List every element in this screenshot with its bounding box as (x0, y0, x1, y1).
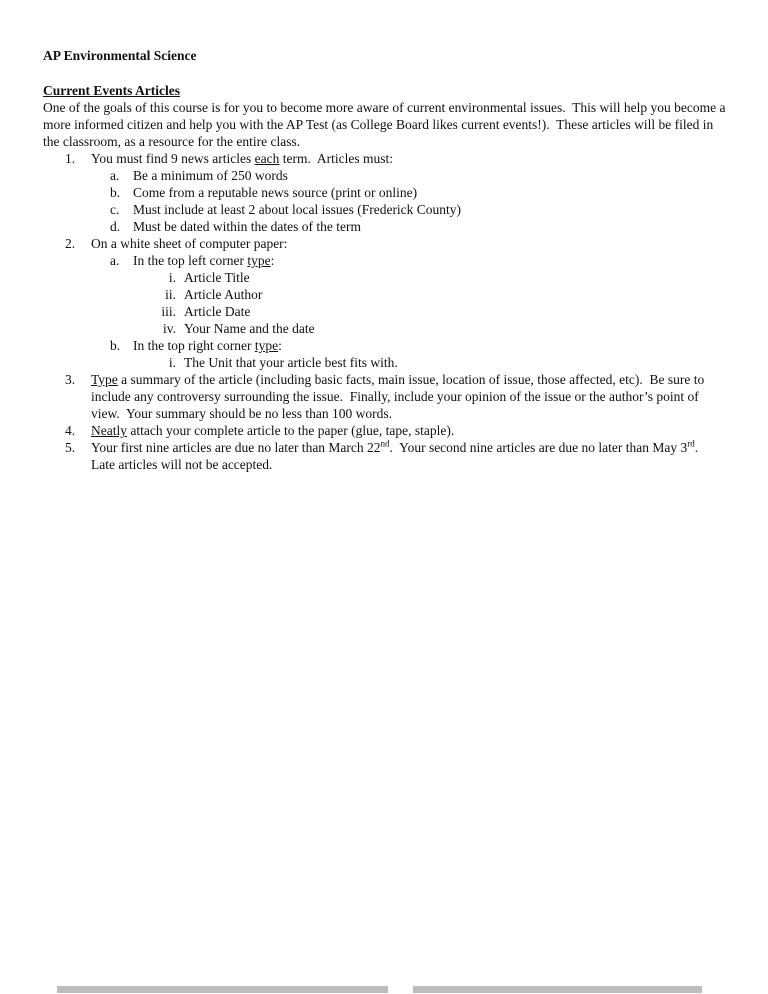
text-segment: term. Articles must: (279, 151, 393, 166)
list-item-text (133, 252, 726, 269)
list-marker: 2. (65, 236, 76, 251)
section-heading: Current Events Articles (43, 83, 180, 98)
list-item-text: Must be dated within the dates of the term (133, 219, 361, 234)
list-marker: a. (110, 168, 120, 183)
list-item-2a-iii (138, 303, 726, 320)
list-marker: 3. (65, 372, 76, 387)
list-marker: d. (110, 219, 121, 234)
list-item-2b (110, 337, 726, 354)
document-title: AP Environmental Science (43, 48, 197, 63)
list-marker: c. (110, 202, 120, 217)
list-item-text (133, 337, 726, 354)
text-segment: . Late articles will not be accepted. (91, 440, 705, 472)
list-item-2b-i (138, 354, 726, 371)
list-marker: iii. (161, 304, 176, 319)
list-marker: iv. (163, 321, 176, 336)
text-segment: In the top right corner (133, 338, 255, 353)
text-segment: : (278, 338, 282, 353)
list-item-text (91, 422, 726, 439)
list-item-text: The Unit that your article best fits with. (184, 355, 398, 370)
list-marker: 5. (65, 440, 76, 455)
footer-bar-right (413, 986, 702, 993)
list-item-1a (110, 167, 726, 184)
list-marker: a. (110, 253, 120, 268)
list-marker: ii. (165, 287, 176, 302)
list-item-text: Come from a reputable news source (print or online) (133, 185, 418, 200)
list-item-1b (110, 184, 726, 201)
list-item-text: Article Author (184, 287, 263, 302)
text-segment-underlined: Type (91, 372, 118, 387)
text-segment: . Your second nine articles are due no later than May 3 (389, 440, 688, 455)
list-item-2a-i (138, 269, 726, 286)
text-segment-underlined: Neatly (91, 423, 127, 438)
list-item-text: Article Title (184, 270, 250, 285)
list-item-2a-ii (138, 286, 726, 303)
ordinal-superscript: rd (687, 438, 695, 449)
list-marker: b. (110, 338, 121, 353)
list-item-1d (110, 218, 726, 235)
list-marker: b. (110, 185, 121, 200)
list-item-text (91, 371, 726, 422)
list-item-1c (110, 201, 726, 218)
list-item-text (91, 150, 726, 167)
text-segment: attach your complete article to the paper (glue, tape, staple). (127, 423, 455, 438)
list-item-text: Must include at least 2 about local issues (Frederick County) (133, 202, 462, 217)
list-item-4 (65, 422, 726, 439)
ordinal-superscript: nd (380, 438, 390, 449)
text-segment: : (270, 253, 275, 268)
list-marker: i. (168, 270, 176, 285)
list-item-3 (65, 371, 726, 422)
text-segment: You must find 9 news articles (91, 151, 255, 166)
list-item-text: Be a minimum of 250 words (133, 168, 288, 183)
list-item-text: Article Date (184, 304, 251, 319)
list-marker: i. (168, 355, 176, 370)
text-segment-underlined: type (254, 338, 279, 353)
intro-paragraph: One of the goals of this course is for you to become more aware of current environmental issues. This will help you become a more informed citizen and help you with the AP Test (as College Board likes current events!). These articles will be filed in the classroom, as a resource for the entire class. (43, 100, 729, 149)
list-item-text: On a white sheet of computer paper: (91, 236, 288, 251)
text-segment: In the top left corner (133, 253, 248, 268)
list-item-text (91, 439, 726, 473)
footer-bar-left (57, 986, 388, 993)
list-item-text: Your Name and the date (184, 321, 315, 336)
list-item-1 (65, 150, 726, 167)
text-segment-underlined: type (247, 253, 271, 268)
list-marker: 1. (65, 151, 76, 166)
text-segment-underlined: each (254, 151, 280, 166)
text-segment: Your first nine articles are due no later than March 22 (91, 440, 381, 455)
list-marker: 4. (65, 423, 76, 438)
list-item-2 (65, 235, 726, 252)
list-item-2a (110, 252, 726, 269)
list-item-2a-iv (138, 320, 726, 337)
text-segment: a summary of the article (including basic facts, main issue, location of issue, those affected, etc). Be sure to include any controversy surrounding the issue. Finally, include your opinion of the issue or the author’s point of view. Your summary should be no less than 100 words. (91, 372, 708, 421)
list-item-5 (65, 439, 726, 473)
